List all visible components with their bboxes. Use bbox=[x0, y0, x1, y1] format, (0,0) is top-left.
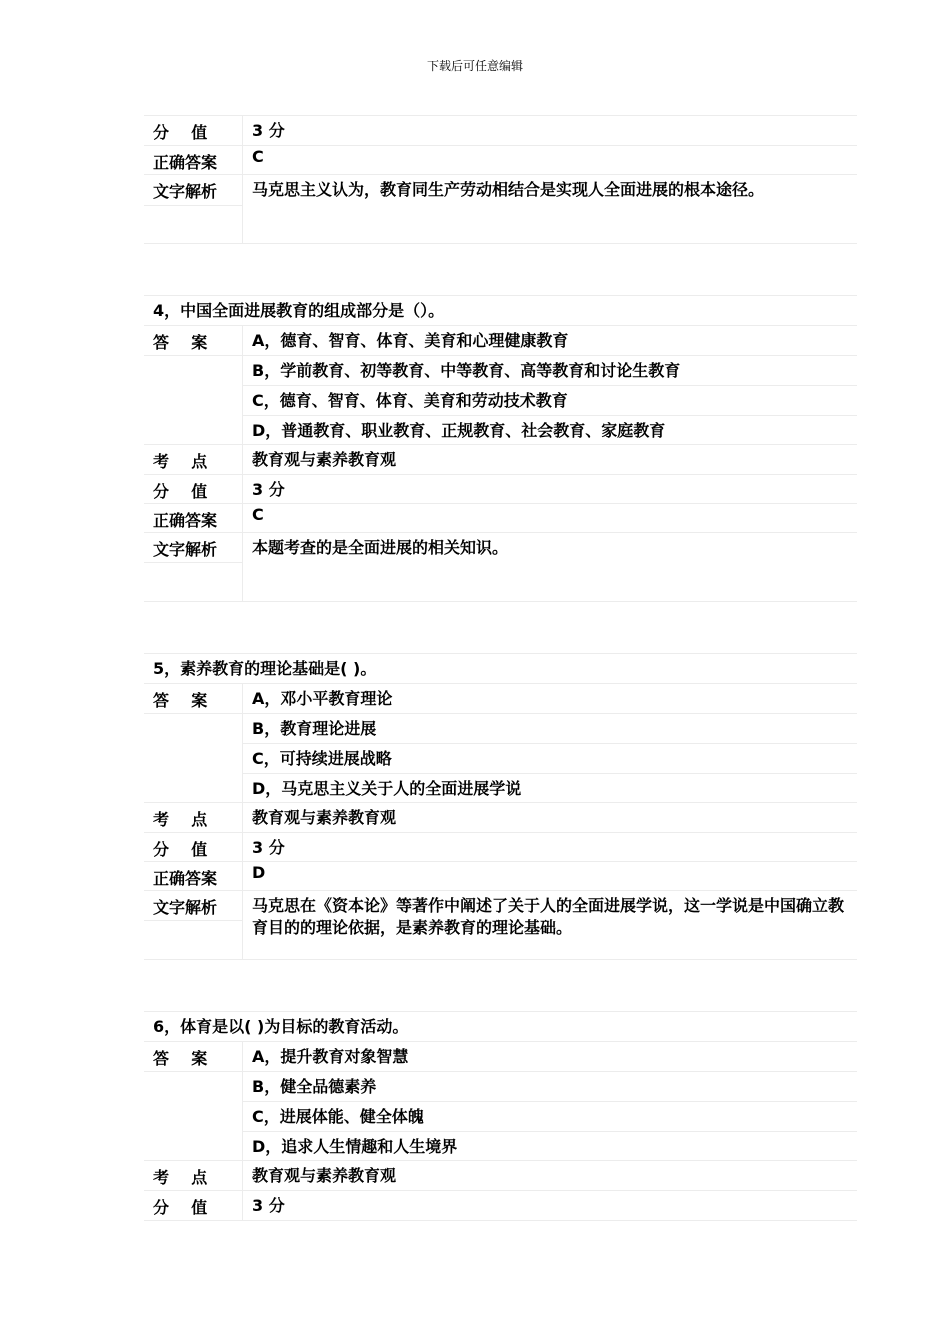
option-a: A，提升教育对象智慧 bbox=[252, 1047, 409, 1066]
point-row bbox=[144, 445, 857, 475]
point-row bbox=[144, 1161, 857, 1191]
option-c: C，进展体能、健全体魄 bbox=[252, 1107, 424, 1126]
question-3-tail bbox=[144, 115, 857, 244]
option-d: D，普通教育、职业教育、正规教育、社会教育、家庭教育 bbox=[252, 421, 666, 440]
score-label: 分 值 bbox=[153, 1198, 208, 1217]
explain-label: 文字解析 bbox=[153, 540, 218, 559]
correct-value: D bbox=[252, 863, 266, 882]
option-d: D，追求人生情趣和人生境界 bbox=[252, 1137, 458, 1156]
score-row bbox=[144, 475, 857, 504]
question-4 bbox=[144, 295, 857, 602]
explanation-text: 马克思主义认为，教育同生产劳动相结合是实现人全面进展的根本途径。 bbox=[252, 180, 765, 199]
score-row bbox=[144, 1191, 857, 1221]
point-value: 教育观与素养教育观 bbox=[252, 450, 397, 469]
correct-label: 正确答案 bbox=[153, 511, 218, 530]
score-label: 分 值 bbox=[153, 123, 208, 142]
point-value: 教育观与素养教育观 bbox=[252, 1166, 397, 1185]
question-text: 6，体育是以( )为目标的教育活动。 bbox=[144, 1011, 857, 1042]
point-label: 考 点 bbox=[153, 810, 208, 829]
answer-options bbox=[144, 1042, 857, 1161]
correct-answer-row bbox=[144, 862, 857, 891]
option-b: B，教育理论进展 bbox=[252, 719, 377, 738]
page-header: 下载后可任意编辑 bbox=[426, 59, 523, 73]
score-row bbox=[144, 833, 857, 862]
score-label: 分 值 bbox=[153, 482, 208, 501]
explanation-row bbox=[144, 175, 857, 244]
score-value: 3 分 bbox=[252, 1196, 285, 1215]
correct-value: C bbox=[252, 147, 264, 166]
option-a: A，邓小平教育理论 bbox=[252, 689, 393, 708]
score-value: 3 分 bbox=[252, 121, 285, 140]
correct-label: 正确答案 bbox=[153, 153, 218, 172]
explanation-text: 马克思在《资本论》等著作中阐述了关于人的全面进展学说，这一学说是中国确立教育目的的理论依据，是素养教育的理论基础。 bbox=[252, 896, 845, 937]
answer-options bbox=[144, 684, 857, 803]
correct-answer-row bbox=[144, 146, 857, 175]
explanation-row bbox=[144, 891, 857, 960]
answer-label: 答 案 bbox=[153, 333, 208, 352]
option-b: B，健全品德素养 bbox=[252, 1077, 377, 1096]
explain-label: 文字解析 bbox=[153, 182, 218, 201]
point-row bbox=[144, 803, 857, 833]
explanation-row bbox=[144, 533, 857, 602]
option-b: B，学前教育、初等教育、中等教育、高等教育和讨论生教育 bbox=[252, 361, 681, 380]
answer-label: 答 案 bbox=[153, 691, 208, 710]
question-5 bbox=[144, 653, 857, 960]
point-value: 教育观与素养教育观 bbox=[252, 808, 397, 827]
option-c: C，德育、智育、体育、美育和劳动技术教育 bbox=[252, 391, 568, 410]
option-a: A，德育、智育、体育、美育和心理健康教育 bbox=[252, 331, 569, 350]
question-6 bbox=[144, 1011, 857, 1221]
explanation-text: 本题考查的是全面进展的相关知识。 bbox=[252, 538, 509, 557]
score-value: 3 分 bbox=[252, 838, 285, 857]
correct-answer-row bbox=[144, 504, 857, 533]
question-text: 5，素养教育的理论基础是( )。 bbox=[144, 653, 857, 684]
option-c: C，可持续进展战略 bbox=[252, 749, 392, 768]
correct-value: C bbox=[252, 505, 264, 524]
score-row bbox=[144, 115, 857, 146]
correct-label: 正确答案 bbox=[153, 869, 218, 888]
point-label: 考 点 bbox=[153, 452, 208, 471]
point-label: 考 点 bbox=[153, 1168, 208, 1187]
question-text: 4，中国全面进展教育的组成部分是（）。 bbox=[144, 295, 857, 326]
answer-label: 答 案 bbox=[153, 1049, 208, 1068]
score-label: 分 值 bbox=[153, 840, 208, 859]
explain-label: 文字解析 bbox=[153, 898, 218, 917]
option-d: D，马克思主义关于人的全面进展学说 bbox=[252, 779, 522, 798]
score-value: 3 分 bbox=[252, 480, 285, 499]
answer-options bbox=[144, 326, 857, 445]
